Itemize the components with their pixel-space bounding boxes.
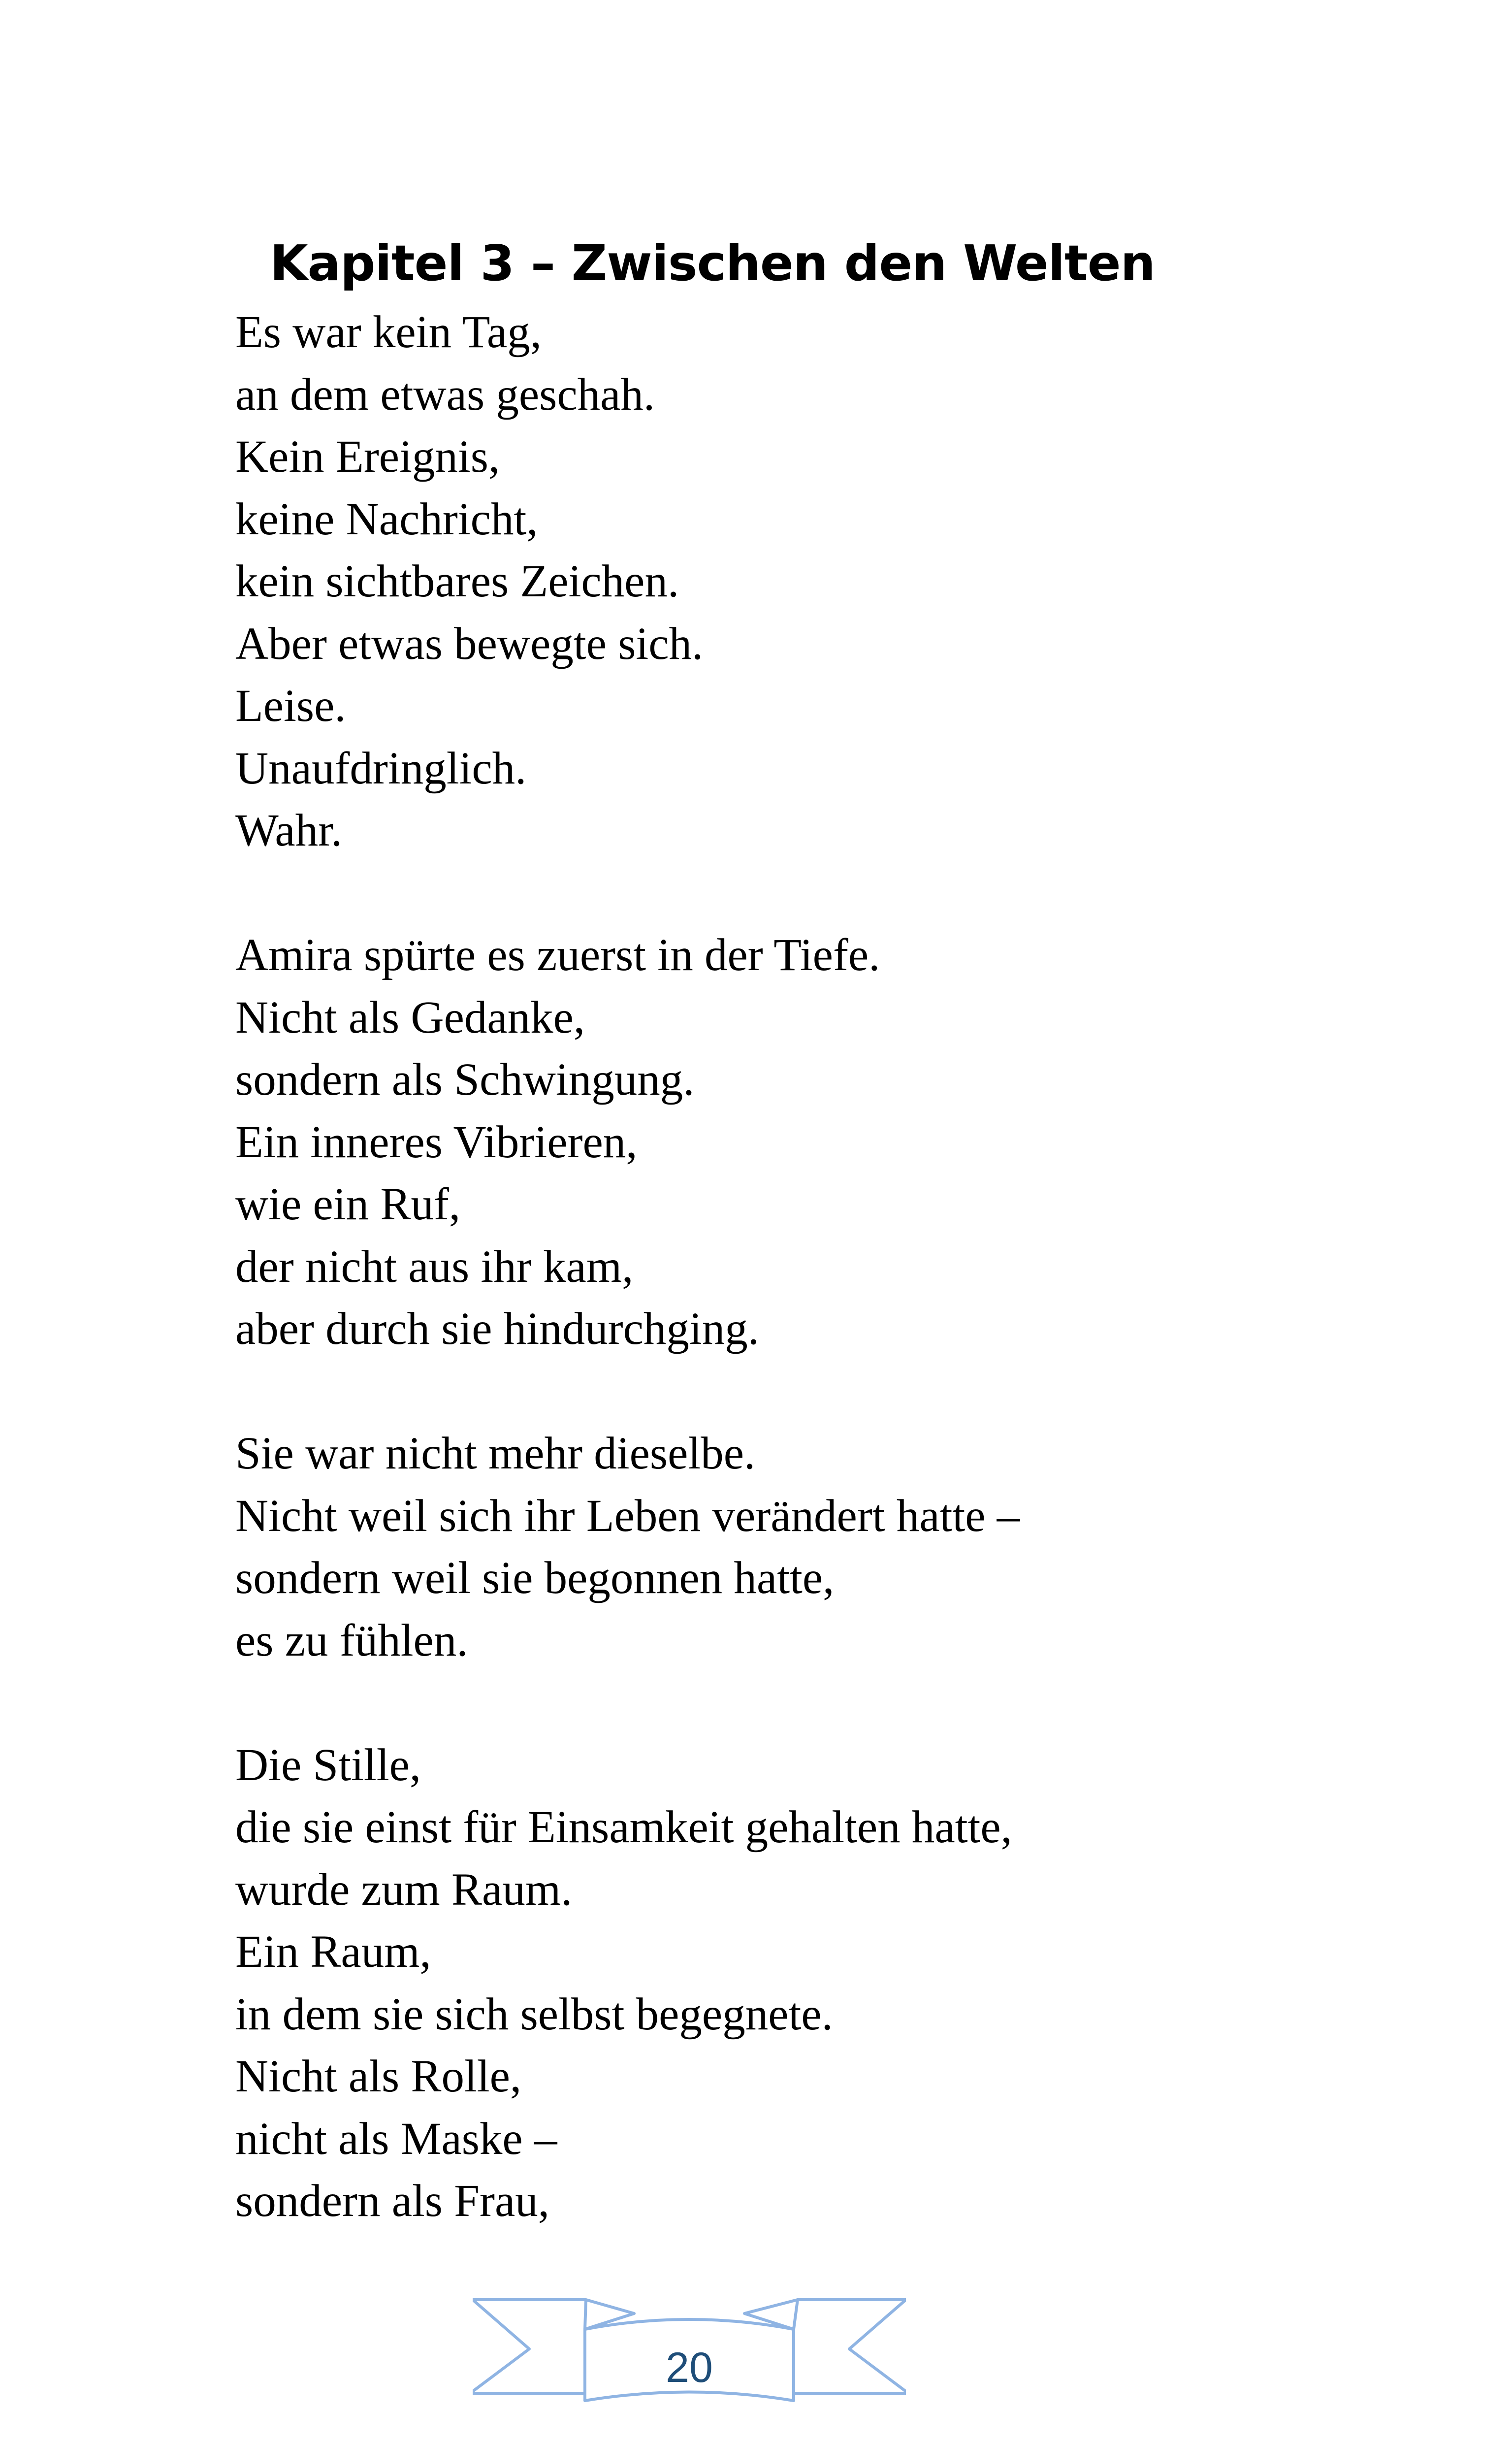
poem-line: es zu fühlen.	[235, 1615, 468, 1666]
poem-line: sondern weil sie begonnen hatte,	[235, 1553, 835, 1603]
ribbon-left-tail	[473, 2300, 586, 2393]
poem-line: kein sichtbares Zeichen.	[235, 556, 679, 607]
poem-line: an dem etwas geschah.	[235, 369, 655, 420]
stanza-1	[235, 301, 1368, 862]
poem-line: Die Stille,	[235, 1739, 421, 1791]
poem-line: in dem sie sich selbst begegnete.	[235, 1988, 833, 2040]
poem-line: keine Nachricht,	[235, 493, 538, 545]
poem-line: sondern als Schwingung.	[235, 1054, 695, 1105]
poem-line: Es war kein Tag,	[235, 307, 542, 358]
poem-line: Wahr.	[235, 805, 343, 856]
stanza-4	[235, 1734, 1368, 2233]
poem-line: nicht als Maske –	[235, 2113, 557, 2164]
stanza-2	[235, 924, 1368, 1361]
poem-line: Amira spürte es zuerst in der Tiefe.	[235, 930, 880, 980]
page-number: 20	[666, 2344, 713, 2391]
chapter-title: Kapitel 3 – Zwischen den Welten	[270, 234, 1155, 292]
poem-line: der nicht aus ihr kam,	[235, 1241, 634, 1292]
ribbon-right-tail	[794, 2300, 906, 2393]
poem-line: aber durch sie hindurchging.	[235, 1303, 760, 1354]
poem-line: sondern als Frau,	[235, 2176, 549, 2226]
poem-line: wurde zum Raum.	[235, 1864, 573, 1915]
poem-line: Ein inneres Vibrieren,	[235, 1116, 638, 1168]
poem-line: Nicht als Rolle,	[235, 2051, 522, 2102]
poem-line: Nicht weil sich ihr Leben verändert hatte –	[235, 1490, 1020, 1541]
poem-line: wie ein Ruf,	[235, 1179, 461, 1230]
poem-line: Unaufdringlich.	[235, 743, 527, 794]
poem-line: die sie einst für Einsamkeit gehalten hatte,	[235, 1802, 1012, 1853]
poem-line: Sie war nicht mehr dieselbe.	[235, 1428, 756, 1479]
poem-body	[235, 301, 1368, 2233]
poem-line: Ein Raum,	[235, 1926, 431, 1977]
poem-line: Aber etwas bewegte sich.	[235, 618, 704, 669]
stanza-3	[235, 1423, 1368, 1672]
poem-line: Nicht als Gedanke,	[235, 992, 585, 1043]
poem-line: Kein Ereignis,	[235, 431, 500, 482]
poem-line: Leise.	[235, 681, 346, 731]
